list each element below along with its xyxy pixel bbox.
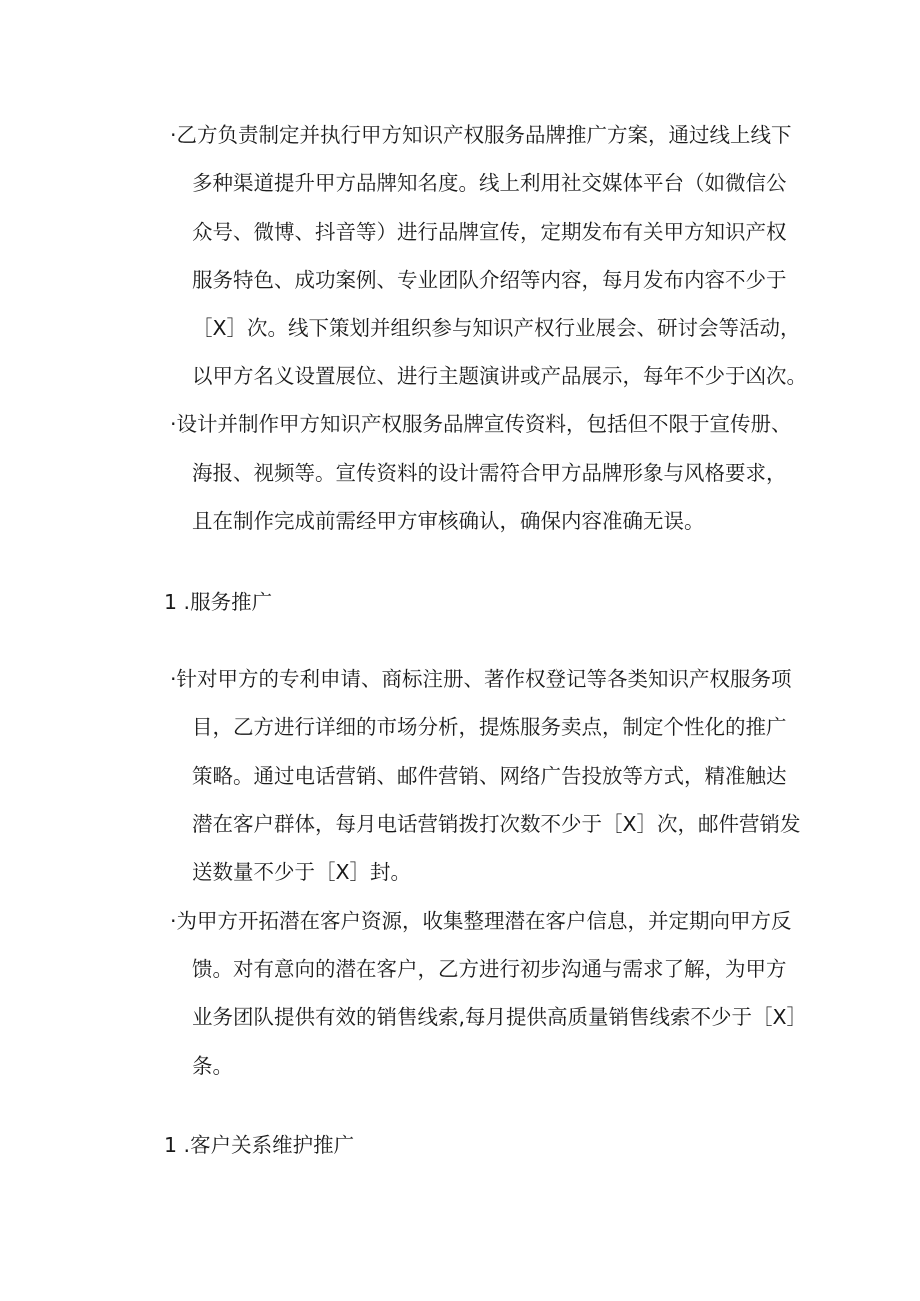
paragraph-line: ·为甲方开拓潜在客户资源，收集整理潜在客户信息，并定期向甲方反 bbox=[170, 909, 792, 933]
paragraph-line: 以甲方名义设置展位、进行主题演讲或产品展示，每年不少于凶次。 bbox=[192, 364, 807, 388]
paragraph-line: 目，乙方进行详细的市场分析，提炼服务卖点，制定个性化的推广 bbox=[192, 715, 787, 739]
paragraph-line: ·针对甲方的专利申请、商标注册、著作权登记等各类知识产权服务项 bbox=[170, 667, 792, 691]
paragraph-line: ·乙方负责制定并执行甲方知识产权服务品牌推广方案，通过线上线下 bbox=[170, 123, 792, 147]
section-heading: 1 .服务推广 bbox=[164, 590, 273, 614]
paragraph-line: 条。 bbox=[192, 1054, 233, 1078]
paragraph-line: 且在制作完成前需经甲方审核确认，确保内容准确无误。 bbox=[192, 509, 705, 533]
section-heading: 1 .客户关系维护推广 bbox=[164, 1133, 355, 1157]
paragraph-line: 多种渠道提升甲方品牌知名度。线上利用社交媒体平台（如微信公 bbox=[192, 171, 787, 195]
paragraph-line: 服务特色、成功案例、专业团队介绍等内容，每月发布内容不少于 bbox=[192, 268, 787, 292]
paragraph-line: ［X］次。线下策划并组织参与知识产权行业展会、研讨会等活动， bbox=[192, 316, 801, 340]
paragraph-line: ·设计并制作甲方知识产权服务品牌宣传资料，包括但不限于宣传册、 bbox=[170, 412, 792, 436]
paragraph-line: 海报、视频等。宣传资料的设计需符合甲方品牌形象与风格要求， bbox=[192, 461, 787, 485]
paragraph-line: 送数量不少于［X］封。 bbox=[192, 860, 412, 884]
paragraph-line: 策略。通过电话营销、邮件营销、网络广告投放等方式，精准触达 bbox=[192, 764, 787, 788]
paragraph-line: 馈。对有意向的潜在客户，乙方进行初步沟通与需求了解，为甲方 bbox=[192, 957, 787, 981]
paragraph-line: 业务团队提供有效的销售线索,每月提供高质量销售线索不少于［X］ bbox=[192, 1005, 808, 1029]
paragraph-line: 潜在客户群体，每月电话营销拨打次数不少于［X］次，邮件营销发 bbox=[192, 812, 801, 836]
paragraph-line: 众号、微博、抖音等）进行品牌宣传，定期发布有关甲方知识产权 bbox=[192, 220, 787, 244]
